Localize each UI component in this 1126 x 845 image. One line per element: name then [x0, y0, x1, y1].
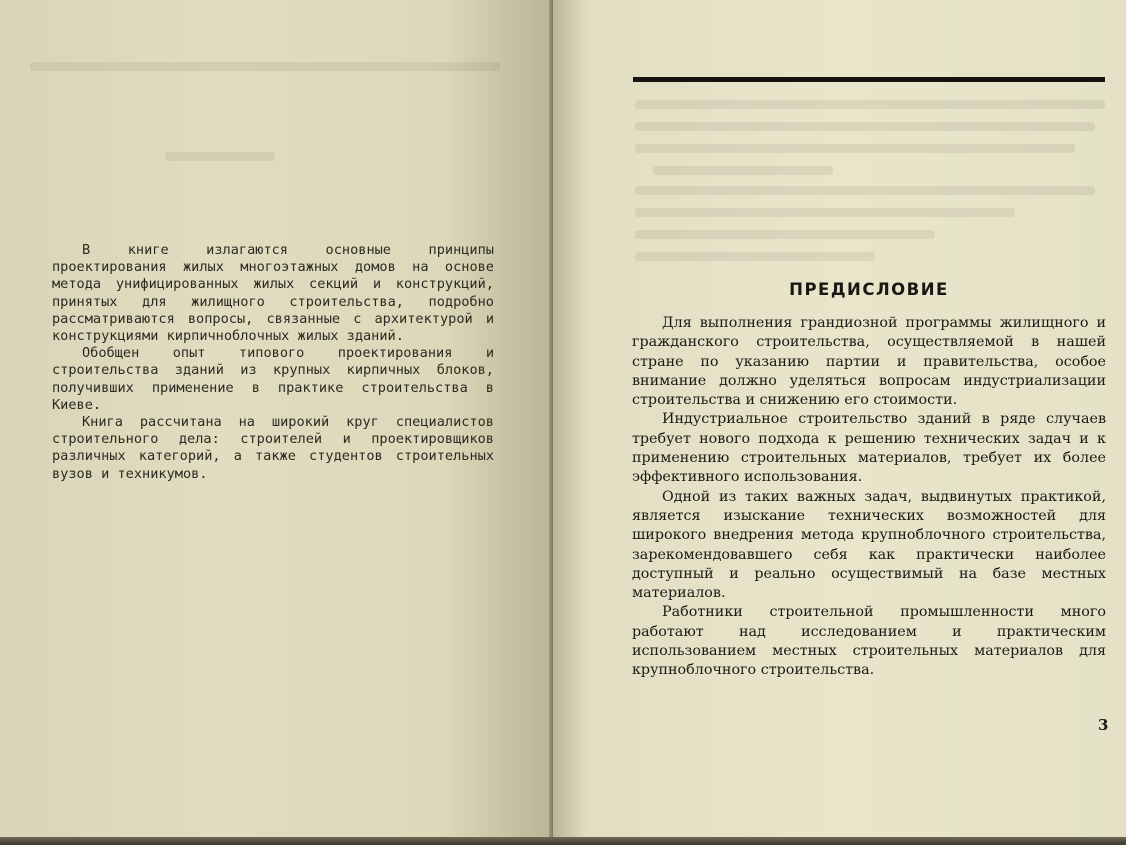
preface-body — [632, 314, 1106, 681]
preface-paragraph: Одной из таких важных задач, выдвинутых практикой, является изыскание технических возможностей для широкого внедрения метода крупноблочного строительства, зарекомендовавшего себя как практически наиболее доступный и реально осуществимый на базе местных материалов. — [632, 488, 1106, 602]
show-through-line — [635, 100, 1105, 109]
header-rule — [633, 77, 1105, 82]
preface-heading: ПРЕДИСЛОВИЕ — [789, 280, 949, 299]
page-number: 3 — [1098, 716, 1109, 734]
show-through-line — [635, 252, 875, 261]
left-page — [0, 0, 553, 845]
annotation-paragraph: В книге излагаются основные принципы проектирования жилых многоэтажных домов на основе метода унифицированных жилых секций и конструкций, принятых для жилищного строительства, подробно рассматриваются вопросы, связанные с архитектурой и конструкциями кирпичноблочных жилых зданий. — [52, 242, 494, 345]
show-through-line — [635, 122, 1095, 131]
show-through-line — [635, 186, 1095, 195]
show-through-line — [635, 230, 935, 239]
preface-paragraph: Работники строительной промышленности много работают над исследованием и практическим использованием местных строительных материалов для крупноблочного строительства. — [632, 604, 1106, 679]
show-through-line — [635, 144, 1075, 153]
book-bottom-edge — [0, 837, 1126, 845]
show-through-line — [165, 152, 275, 161]
show-through-line — [30, 62, 500, 71]
preface-paragraph: Для выполнения грандиозной программы жилищного и гражданского строительства, осуществляемой в нашей стране по указанию партии и правительства, особое внимание должно уделяться вопросам индустриализации строительства и снижению его стоимости. — [632, 315, 1106, 409]
annotation-paragraph: Книга рассчитана на широкий круг специалистов строительного дела: строителей и проектировщиков различных категорий, а также студентов строительных вузов и техникумов. — [52, 414, 494, 482]
show-through-line — [653, 166, 833, 175]
preface-paragraph: Индустриальное строительство зданий в ряде случаев требует нового подхода к решению технических задач и к применению строительных материалов, требует их более эффективного использования. — [632, 411, 1106, 486]
book-annotation — [52, 242, 494, 483]
show-through-line — [635, 208, 1015, 217]
annotation-paragraph: Обобщен опыт типового проектирования и строительства зданий из крупных кирпичных блоков, получивших применение в практике строительства в Киеве. — [52, 345, 494, 413]
